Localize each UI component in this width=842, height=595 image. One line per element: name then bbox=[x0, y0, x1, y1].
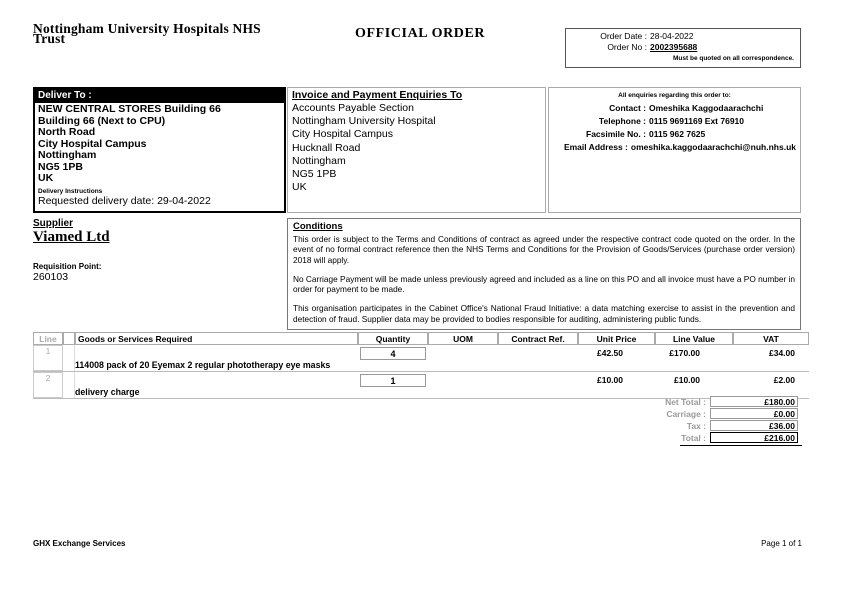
supplier-name: Viamed Ltd bbox=[33, 229, 110, 245]
invoice-enquiries-line: NG5 1PB bbox=[292, 168, 337, 181]
conditions-heading: Conditions bbox=[293, 221, 343, 232]
col-header-contract-ref: Contract Ref. bbox=[498, 332, 578, 345]
net-total-value: £180.00 bbox=[710, 396, 798, 407]
item-spacer-cell bbox=[63, 345, 75, 371]
col-header-vat: VAT bbox=[733, 332, 809, 345]
col-header-line: Line bbox=[33, 332, 63, 345]
item-unit-price: £42.50 bbox=[597, 348, 623, 358]
requisition-point-label: Requisition Point: bbox=[33, 262, 102, 271]
telephone-value: 0115 9691169 Ext 76910 bbox=[649, 116, 745, 126]
deliver-to-line: UK bbox=[38, 172, 54, 184]
item-description: delivery charge bbox=[75, 387, 140, 397]
footer-page-number: Page 1 of 1 bbox=[761, 539, 802, 548]
conditions-paragraph: This order is subject to the Terms and Conditions of contract as agreed under the respective contract code quoted on the order. In the event of no formal contract reference then the NHS Terms and Conditions for the Provision of Goods/Services (purchase order version) 2018 will apply. bbox=[293, 234, 795, 265]
facsimile-label: Facsimile No. : bbox=[586, 129, 646, 139]
conditions-paragraph: No Carriage Payment will be made unless previously agreed and included as a line on this PO and all invoice must have a PO number in order for payment to be made. bbox=[293, 273, 795, 295]
total-underline-rule bbox=[680, 445, 802, 446]
org-name: Nottingham University Hospitals NHS Trust bbox=[33, 21, 261, 46]
col-header-unit-price: Unit Price bbox=[578, 332, 655, 345]
conditions-box bbox=[287, 218, 801, 330]
deliver-to-line: NEW CENTRAL STORES Building 66 bbox=[38, 103, 221, 115]
invoice-enquiries-line: Nottingham bbox=[292, 154, 346, 167]
total-label: Total : bbox=[681, 432, 706, 443]
item-quantity: 4 bbox=[360, 347, 426, 360]
invoice-enquiries-line: Hucknall Road bbox=[292, 141, 361, 154]
deliver-to-line: Building 66 (Next to CPU) bbox=[38, 114, 166, 127]
item-line-number: 2 bbox=[33, 372, 63, 398]
net-total-label: Net Total : bbox=[665, 396, 706, 407]
totals-section bbox=[600, 396, 802, 446]
item-line-number: 1 bbox=[33, 345, 63, 371]
order-note: Must be quoted on all correspondence. bbox=[673, 55, 794, 62]
invoice-enquiries-line: City Hospital Campus bbox=[292, 128, 393, 141]
items-table bbox=[33, 332, 809, 399]
conditions-paragraph: This organisation participates in the Cabinet Office's National Fraud Initiative: a data matching exercise to assist in the prevention and detection of fraud. Supplier data may be provided to bodies responsible for auditing, administering public funds. bbox=[293, 303, 795, 324]
tax-value: £36.00 bbox=[710, 420, 798, 431]
deliver-to-line: NG5 1PB bbox=[38, 160, 83, 173]
email-value: omeshika.kaggodaarachchi@nuh.nhs.uk bbox=[630, 142, 796, 152]
supplier-label: Supplier bbox=[33, 218, 74, 229]
item-vat: £2.00 bbox=[773, 375, 795, 385]
carriage-label: Carriage : bbox=[666, 408, 706, 419]
table-row bbox=[33, 372, 809, 399]
contact-value: Omeshika Kaggodaarachchi bbox=[649, 103, 764, 113]
invoice-enquiries-line: Nottingham University Hospital bbox=[292, 115, 436, 128]
item-quantity: 1 bbox=[360, 374, 426, 387]
requisition-point-value: 260103 bbox=[33, 271, 69, 283]
deliver-to-line: North Road bbox=[38, 126, 96, 138]
deliver-to-box bbox=[33, 87, 286, 213]
order-info-box bbox=[565, 28, 801, 68]
total-value: £216.00 bbox=[710, 432, 798, 443]
supplier-section bbox=[33, 218, 283, 283]
deliver-to-heading: Deliver To : bbox=[35, 89, 284, 103]
order-no-label: Order No : bbox=[607, 42, 647, 52]
col-header-spacer bbox=[63, 332, 75, 345]
item-line-value: £170.00 bbox=[669, 348, 700, 358]
requested-delivery-date: Requested delivery date: 29-04-2022 bbox=[38, 194, 211, 207]
col-header-goods: Goods or Services Required bbox=[75, 332, 358, 345]
invoice-enquiries-line: Accounts Payable Section bbox=[292, 102, 414, 114]
telephone-label: Telephone : bbox=[598, 116, 646, 126]
footer-service-name: GHX Exchange Services bbox=[33, 539, 126, 548]
order-date-value: 28-04-2022 bbox=[650, 31, 694, 41]
invoice-enquiries-heading: Invoice and Payment Enquiries To bbox=[292, 89, 463, 101]
document-title: OFFICIAL ORDER bbox=[355, 26, 486, 41]
table-row bbox=[33, 345, 809, 372]
item-unit-price: £10.00 bbox=[597, 375, 623, 385]
deliver-to-line: Nottingham bbox=[38, 149, 97, 161]
tax-label: Tax : bbox=[686, 420, 706, 431]
col-header-line-value: Line Value bbox=[655, 332, 733, 345]
col-header-quantity: Quantity bbox=[358, 332, 428, 345]
email-label: Email Address : bbox=[563, 142, 628, 152]
contact-label: Contact : bbox=[609, 103, 646, 113]
facsimile-value: 0115 962 7625 bbox=[649, 129, 706, 139]
order-enquiries-heading: All enquiries regarding this order to: bbox=[618, 92, 731, 99]
delivery-instructions-label: Delivery Instructions bbox=[38, 187, 103, 195]
item-description: 114008 pack of 20 Eyemax 2 regular phototherapy eye masks bbox=[75, 360, 331, 370]
order-enquiries-box bbox=[548, 87, 801, 213]
invoice-enquiries-box bbox=[287, 87, 546, 213]
carriage-value: £0.00 bbox=[710, 408, 798, 419]
item-vat: £34.00 bbox=[769, 348, 795, 358]
order-date-label: Order Date : bbox=[600, 31, 647, 41]
item-spacer-cell bbox=[63, 372, 75, 398]
deliver-to-line: City Hospital Campus bbox=[38, 137, 147, 150]
item-line-value: £10.00 bbox=[674, 375, 700, 385]
items-table-header bbox=[33, 332, 809, 345]
order-no-value: 2002395688 bbox=[650, 42, 698, 52]
col-header-uom: UOM bbox=[428, 332, 498, 345]
invoice-enquiries-line: UK bbox=[292, 181, 307, 194]
